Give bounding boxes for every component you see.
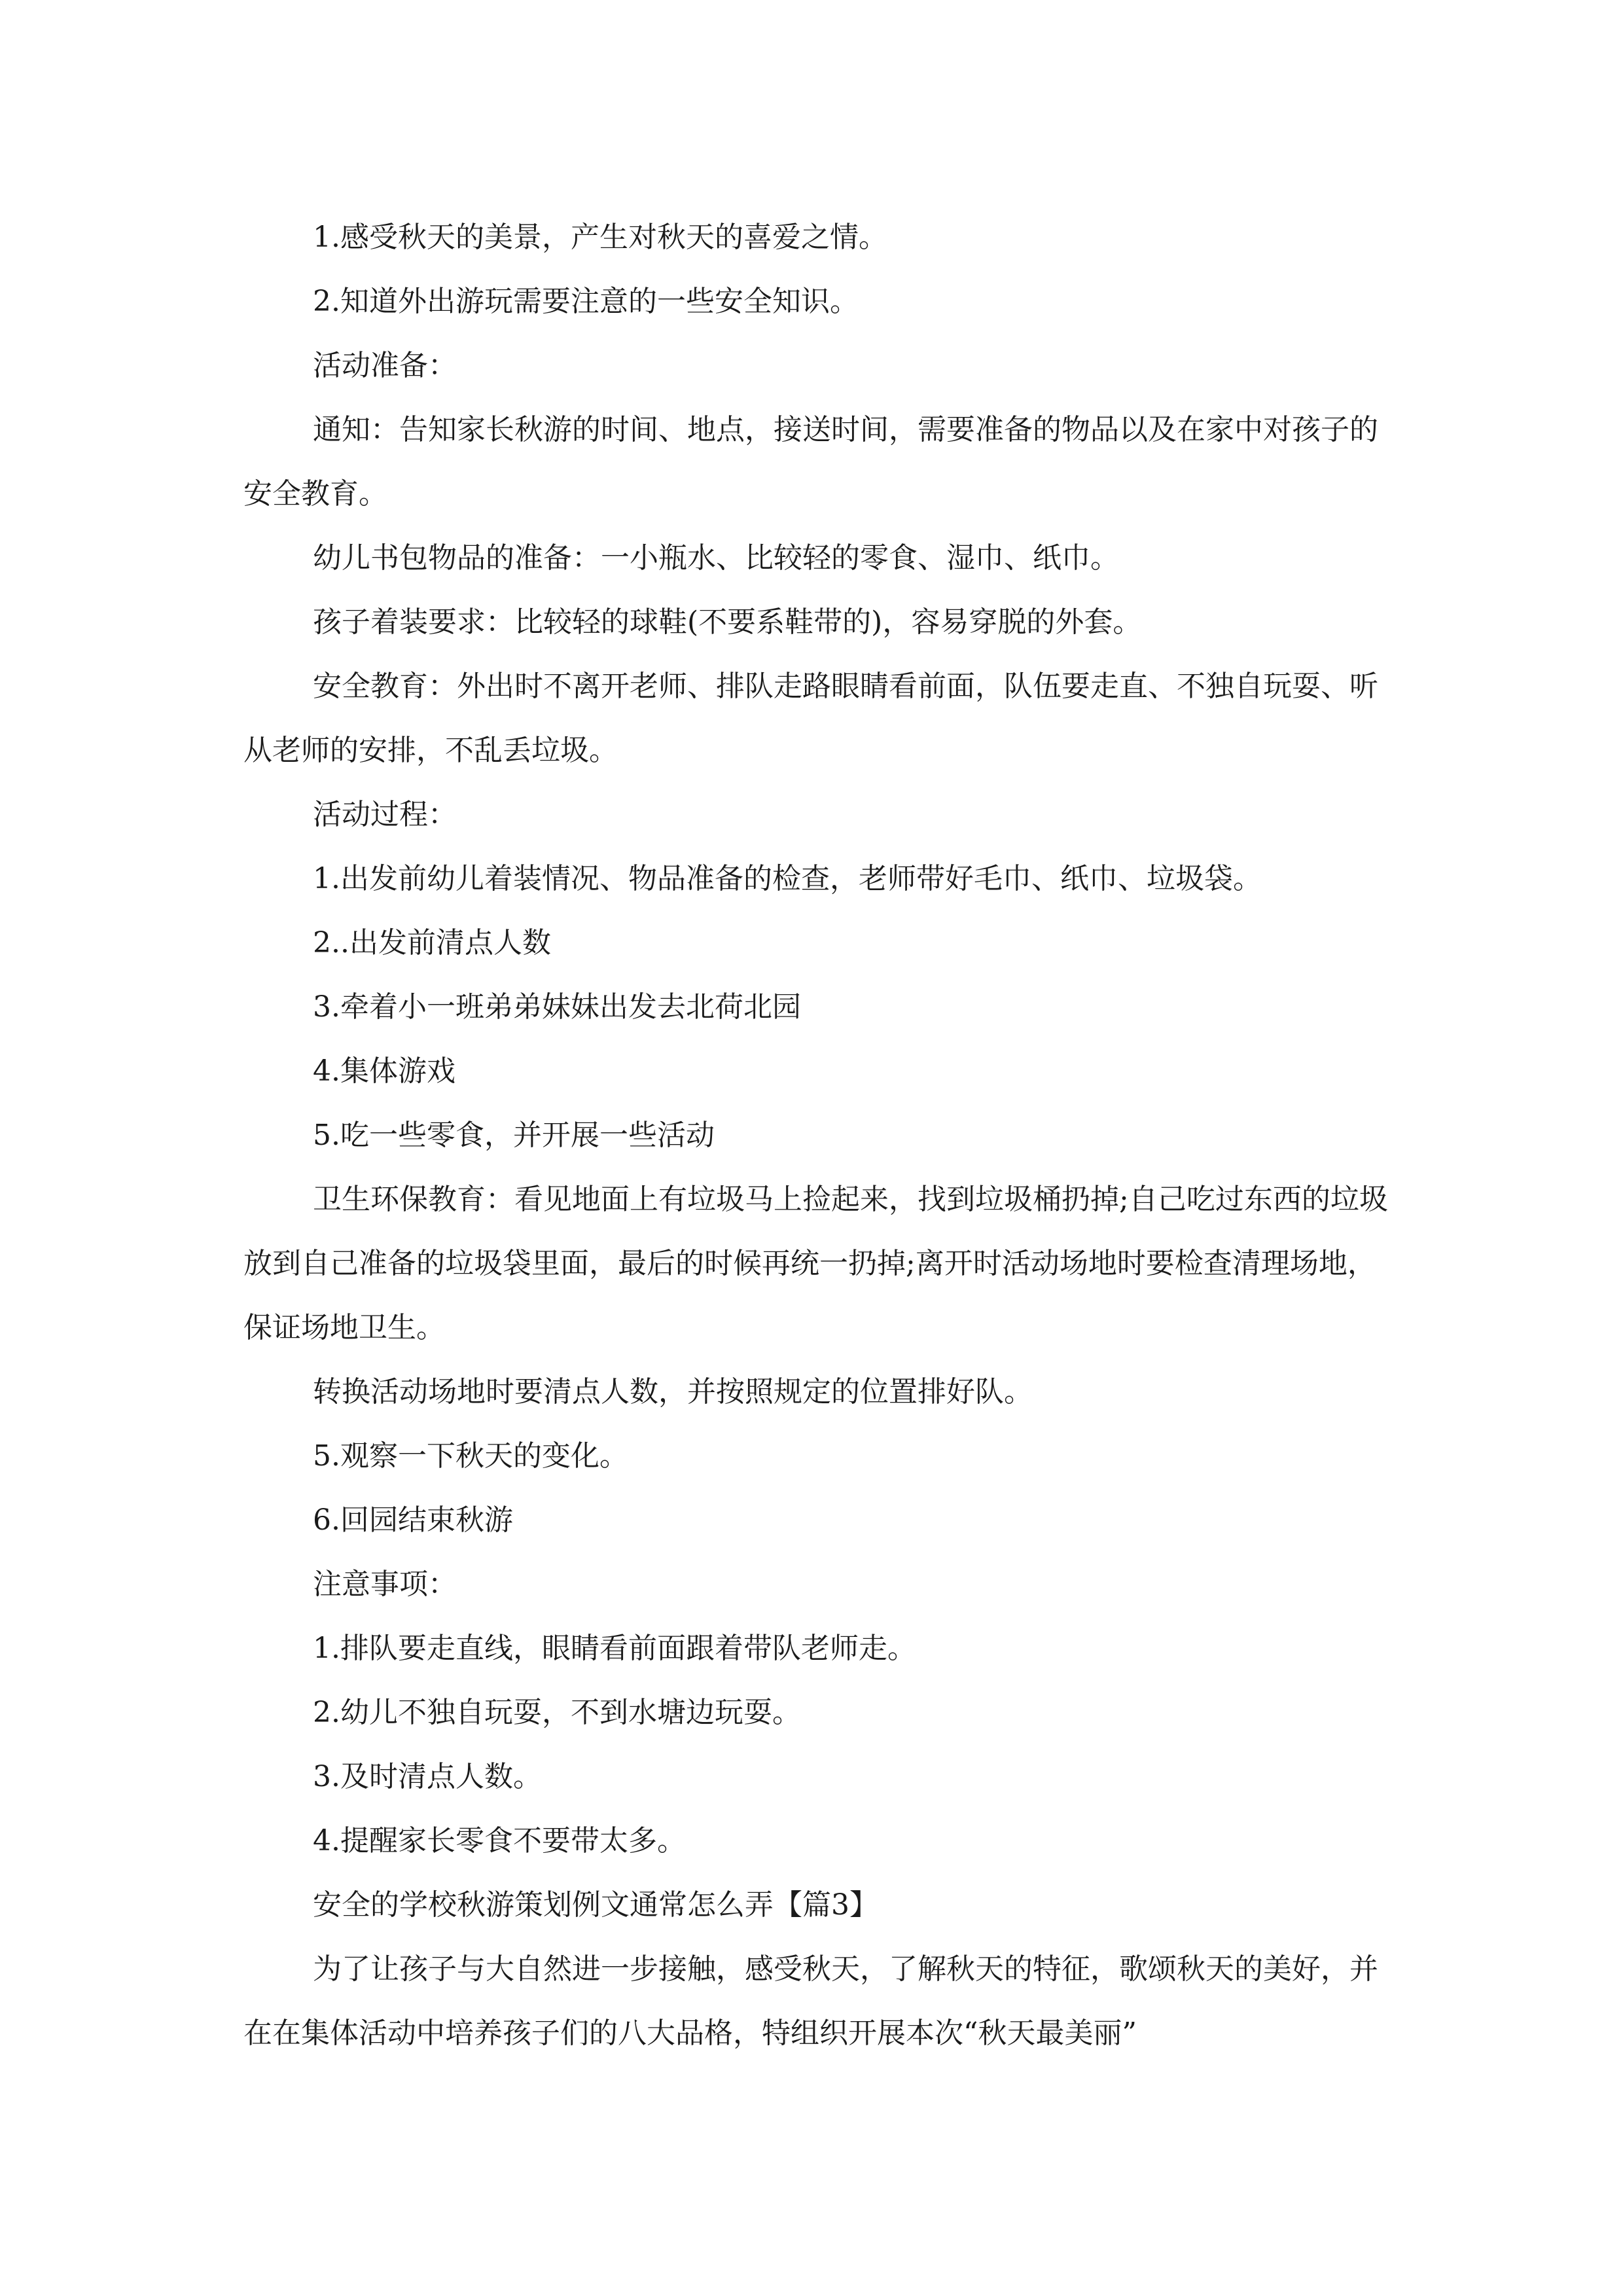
paragraph-note-3: 3.及时清点人数。	[313, 1760, 542, 1793]
heading-activity-process: 活动过程：	[313, 798, 457, 831]
paragraph-observe-autumn: 5.观察一下秋天的变化。	[313, 1439, 628, 1473]
document-body	[243, 206, 1395, 2066]
paragraph-goal-1: 1.感受秋天的美景，产生对秋天的喜爱之情。	[313, 221, 887, 254]
paragraph-note-2: 2.幼儿不独自玩耍，不到水塘边玩耍。	[313, 1696, 801, 1729]
paragraph-intro-part-3: 为了让孩子与大自然进一步接触，感受秋天，了解秋天的特征，歌颂秋天的美好，并在在集体活动中培养孩子们的八大品格，特组织开展本次“秋天最美丽”	[243, 1952, 1378, 2050]
heading-activity-preparation: 活动准备：	[313, 349, 457, 382]
paragraph-note-1: 1.排队要走直线，眼睛看前面跟着带队老师走。	[313, 1632, 916, 1665]
paragraph-clothing: 孩子着装要求：比较轻的球鞋(不要系鞋带的)，容易穿脱的外套。	[313, 605, 1142, 639]
paragraph-hygiene-education: 卫生环保教育：看见地面上有垃圾马上捡起来，找到垃圾桶扔掉;自己吃过东西的垃圾放到自己准备的垃圾袋里面，最后的时候再统一扔掉;离开时活动场地时要检查清理场地，保证场地卫生。	[243, 1183, 1388, 1344]
paragraph-change-venue: 转换活动场地时要清点人数，并按照规定的位置排好队。	[313, 1375, 1033, 1408]
paragraph-goal-2: 2.知道外出游玩需要注意的一些安全知识。	[313, 285, 859, 318]
section-title-part-3: 安全的学校秋游策划例文通常怎么弄【篇3】	[313, 1888, 878, 1922]
heading-notes: 注意事项：	[313, 1568, 457, 1601]
paragraph-bag-items: 幼儿书包物品的准备：一小瓶水、比较轻的零食、湿巾、纸巾。	[313, 541, 1119, 575]
paragraph-safety-education: 安全教育：外出时不离开老师、排队走路眼睛看前面，队伍要走直、不独自玩耍、听从老师的安排，不乱丢垃圾。	[243, 670, 1378, 767]
paragraph-process-2: 2..出发前清点人数	[313, 926, 551, 960]
paragraph-process-5: 5.吃一些零食，并开展一些活动	[313, 1119, 715, 1152]
paragraph-process-1: 1.出发前幼儿着装情况、物品准备的检查，老师带好毛巾、纸巾、垃圾袋。	[313, 862, 1262, 895]
paragraph-note-4: 4.提醒家长零食不要带太多。	[313, 1824, 686, 1857]
paragraph-return: 6.回园结束秋游	[313, 1503, 513, 1537]
paragraph-process-4: 4.集体游戏	[313, 1054, 455, 1088]
paragraph-process-3: 3.牵着小一班弟弟妹妹出发去北荷北园	[313, 990, 801, 1024]
paragraph-notice: 通知：告知家长秋游的时间、地点，接送时间，需要准备的物品以及在家中对孩子的安全教育。	[243, 413, 1378, 511]
